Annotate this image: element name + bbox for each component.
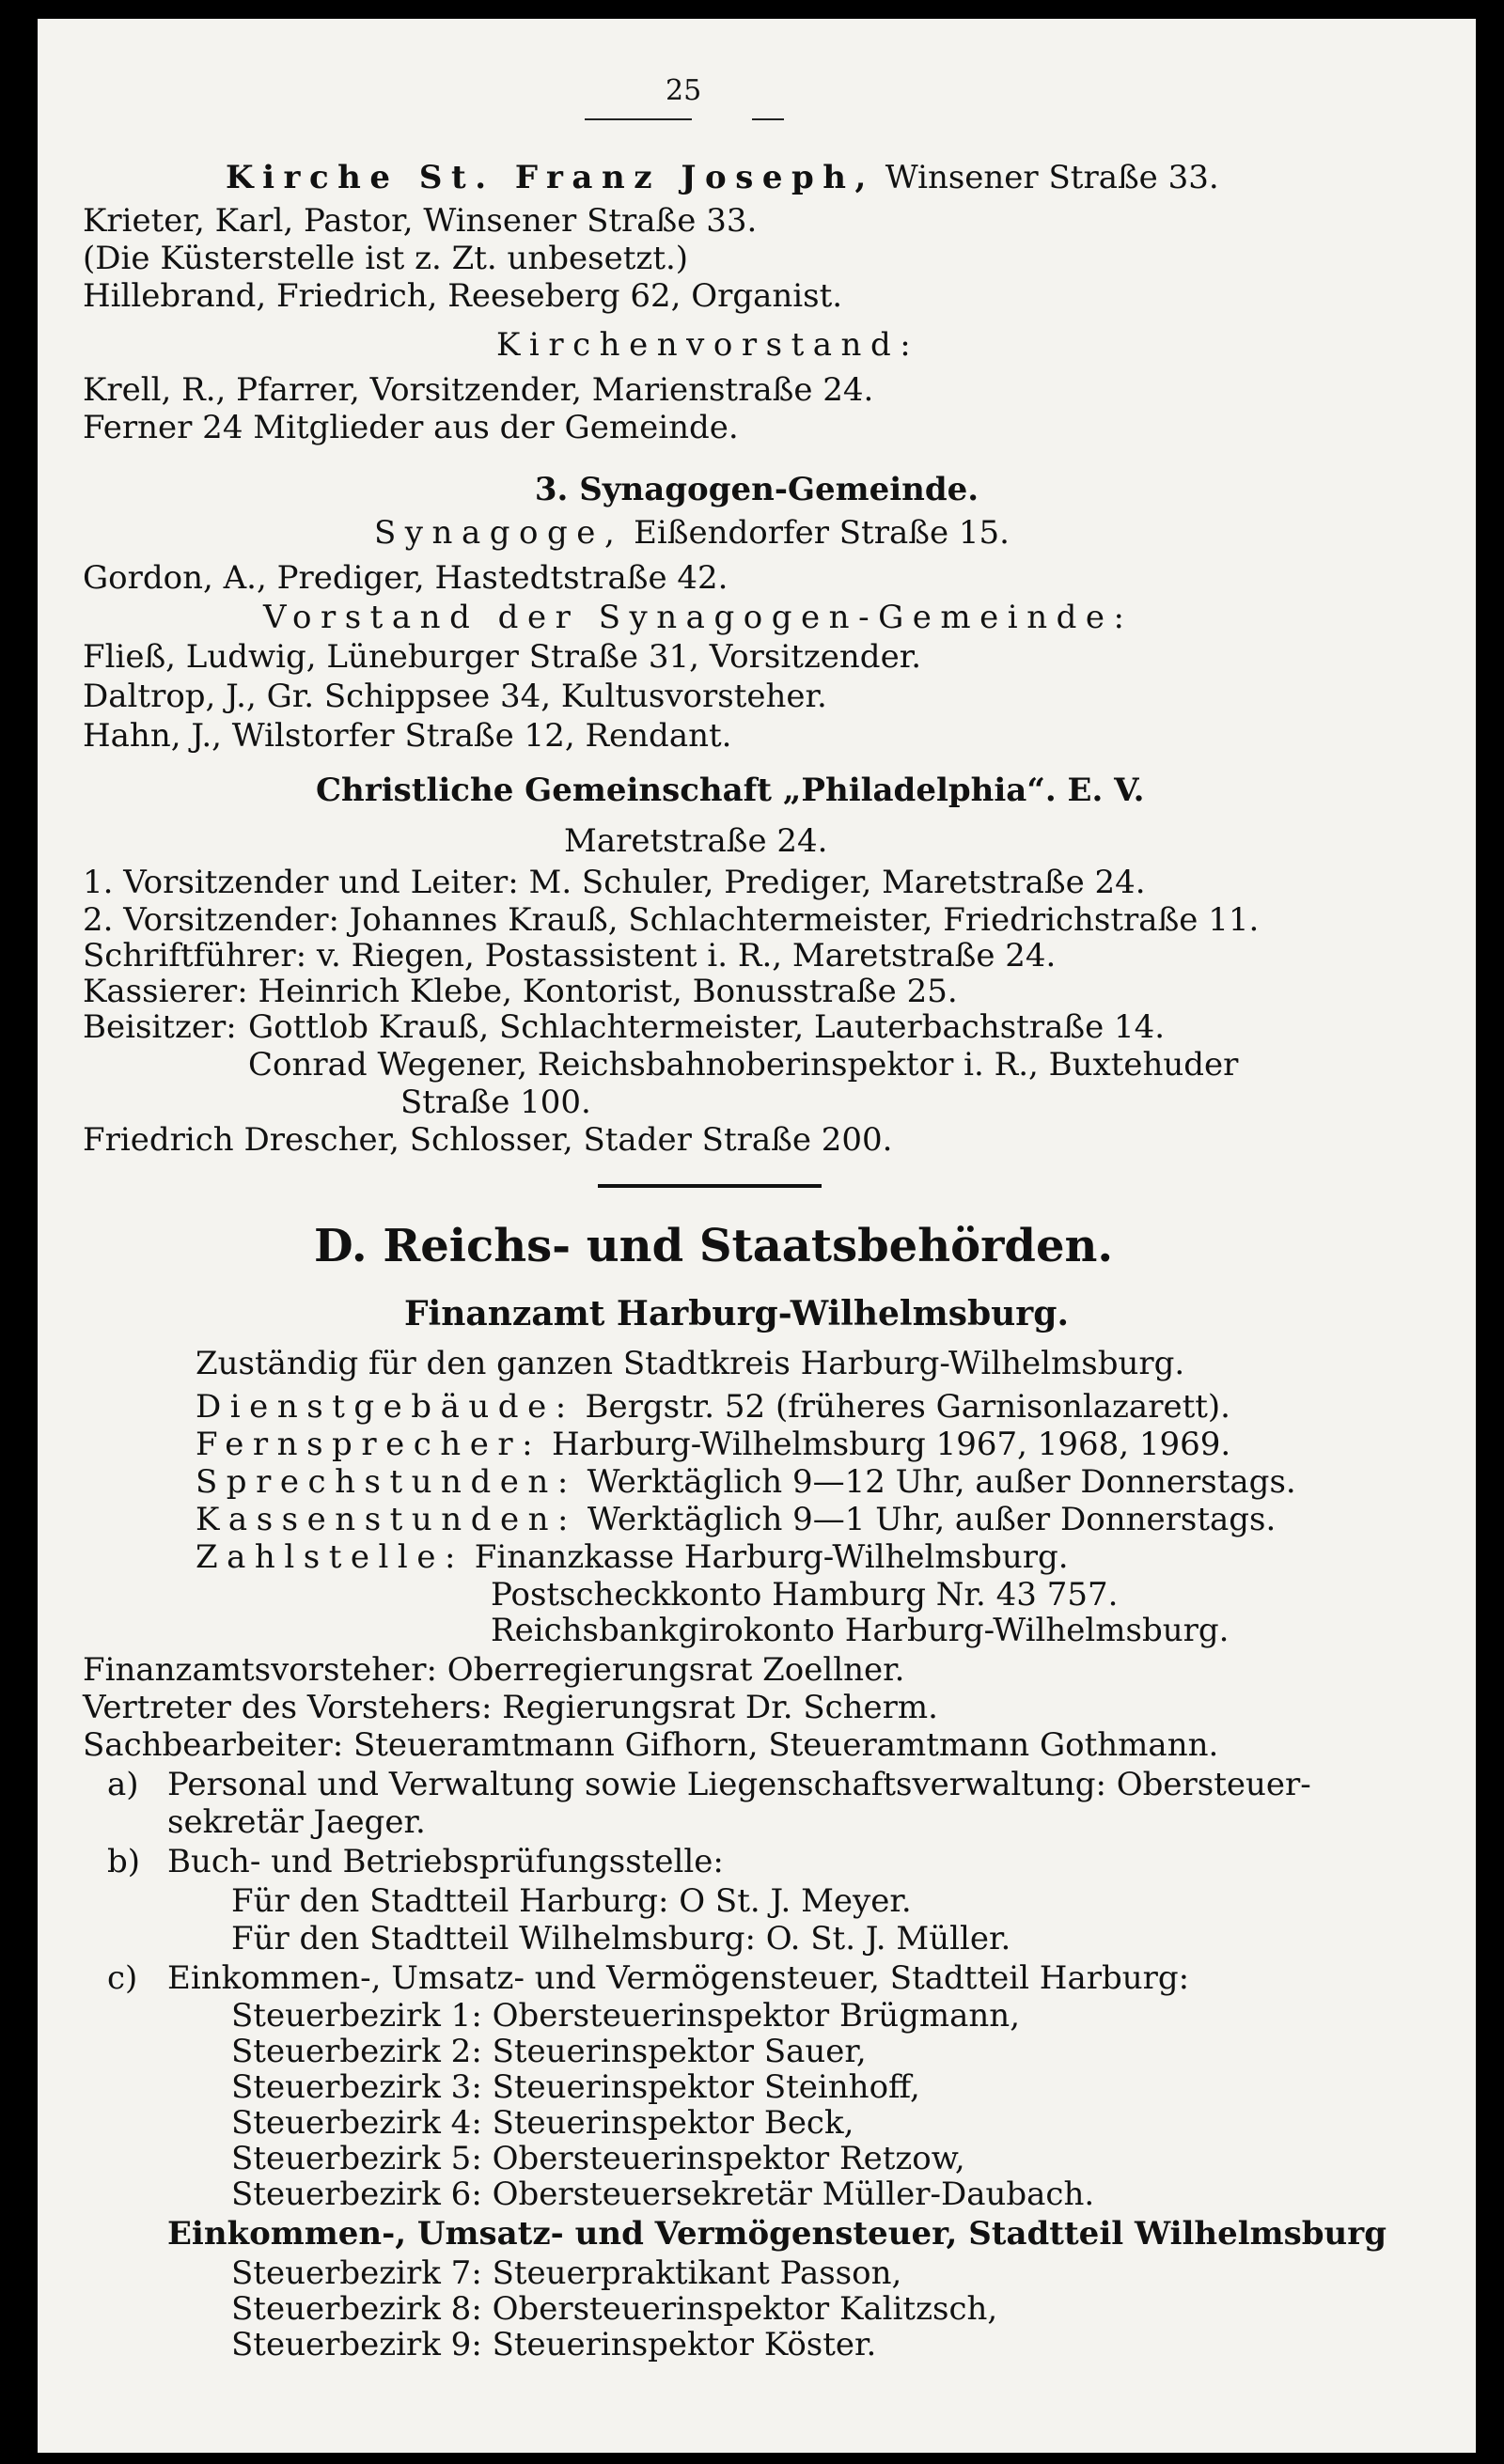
page-number-rule [585, 118, 692, 120]
document-page [38, 19, 1476, 2453]
philadelphia-line-2: 2. Vorsitzender: Johannes Krauß, Schlachtermeister, Friedrichstraße 11. [83, 901, 1260, 939]
item-a-cont: sekretär Jaeger. [167, 1803, 426, 1841]
section-d-heading: D. Reichs- und Staatsbehörden. [314, 1220, 1114, 1272]
synagogue-address: Eißendorfer Straße 15. [634, 514, 1010, 552]
synagogue-board-line-1: Fließ, Ludwig, Lüneburger Straße 31, Vorsitzender. [83, 638, 922, 676]
synagogue-address-line [374, 514, 1010, 552]
district-line-9: Steuerbezirk 9: Steuerinspektor Köster. [231, 2326, 877, 2363]
philadelphia-line-4: Kassierer: Heinrich Klebe, Kontorist, Bonusstraße 25. [83, 973, 958, 1010]
page-number-rule-short [752, 118, 784, 120]
staff-line-3: Sachbearbeiter: Steueramtmann Gifhorn, Steueramtmann Gothmann. [83, 1726, 1219, 1764]
beisitzer-line-1: Gottlob Krauß, Schlachtermeister, Lauterbachstraße 14. [248, 1008, 1166, 1046]
district-line-8: Steuerbezirk 8: Obersteuerinspektor Kalitzsch, [231, 2290, 998, 2328]
info-row-4 [196, 1501, 1277, 1538]
info-value-1: Bergstr. 52 (früheres Garnisonlazarett). [585, 1388, 1230, 1426]
church-address: Winsener Straße 33. [885, 159, 1219, 196]
philadelphia-address: Maretstraße 24. [564, 822, 828, 860]
district-line-5: Steuerbezirk 5: Obersteuerinspektor Retzow, [231, 2140, 965, 2177]
page-number: 25 [666, 74, 702, 107]
item-a-text: Personal und Verwaltung sowie Liegenschaftsverwaltung: Obersteuer- [167, 1766, 1311, 1803]
district-line-2: Steuerbezirk 2: Steuerinspektor Sauer, [231, 2033, 867, 2070]
beisitzer-line-3: Straße 100. [400, 1084, 591, 1121]
item-c-marker: c) [107, 1959, 138, 1997]
item-b-text: Buch- und Betriebsprüfungsstelle: [167, 1843, 724, 1880]
zustaendig-line: Zuständig für den ganzen Stadtkreis Harburg-Wilhelmsburg. [196, 1345, 1185, 1382]
item-b-line-1: Für den Stadtteil Harburg: O St. J. Meyer. [231, 1882, 912, 1920]
philadelphia-line-3: Schriftführer: v. Riegen, Postassistent i. R., Maretstraße 24. [83, 937, 1057, 975]
info-label-5: Zahlstelle: [196, 1538, 464, 1576]
synagogue-board-heading: Vorstand der Synagogen-Gemeinde: [263, 599, 1134, 636]
district-line-6: Steuerbezirk 6: Obersteuersekretär Müller-Daubach. [231, 2175, 1095, 2213]
district-line-1: Steuerbezirk 1: Obersteuerinspektor Brügmann, [231, 1997, 1021, 2035]
info-row-1 [196, 1388, 1230, 1426]
postscheck-line: Postscheckkonto Hamburg Nr. 43 757. [491, 1576, 1119, 1614]
reichsbank-line: Reichsbankgirokonto Harburg-Wilhelmsburg. [491, 1612, 1230, 1649]
synagogue-board-line-2: Daltrop, J., Gr. Schippsee 34, Kultusvorsteher. [83, 678, 827, 715]
info-value-2: Harburg-Wilhelmsburg 1967, 1968, 1969. [551, 1426, 1231, 1463]
wilhelmsburg-heading: Einkommen-, Umsatz- und Vermögensteuer, Stadtteil Wilhelmsburg [167, 2215, 1386, 2253]
staff-line-2: Vertreter des Vorstehers: Regierungsrat Dr. Scherm. [83, 1689, 938, 1726]
info-value-4: Werktäglich 9—1 Uhr, außer Donnerstags. [587, 1501, 1277, 1538]
church-board-line-2: Ferner 24 Mitglieder aus der Gemeinde. [83, 409, 739, 446]
finanzamt-heading: Finanzamt Harburg-Wilhelmsburg. [404, 1294, 1069, 1333]
church-heading-line [226, 159, 1219, 196]
section-divider [598, 1184, 822, 1188]
synagogue-board-line-3: Hahn, J., Wilstorfer Straße 12, Rendant. [83, 717, 732, 755]
info-value-5: Finanzkasse Harburg-Wilhelmsburg. [474, 1538, 1069, 1576]
info-row-5 [196, 1538, 1069, 1576]
info-row-3 [196, 1463, 1296, 1501]
info-row-2 [196, 1426, 1231, 1463]
church-board-line-1: Krell, R., Pfarrer, Vorsitzender, Marienstraße 24. [83, 371, 874, 409]
philadelphia-line-1: 1. Vorsitzender und Leiter: M. Schuler, Prediger, Maretstraße 24. [83, 864, 1146, 901]
church-heading: Kirche St. Franz Joseph, [226, 159, 875, 196]
synagogue-heading: 3. Synagogen-Gemeinde. [534, 471, 979, 508]
synagogue-line-1: Gordon, A., Prediger, Hastedtstraße 42. [83, 559, 728, 597]
item-a-marker: a) [107, 1766, 139, 1803]
church-line-3: Hillebrand, Friedrich, Reeseberg 62, Organist. [83, 277, 843, 315]
info-label-2: Fernsprecher: [196, 1426, 542, 1463]
beisitzer-label: Beisitzer: [83, 1008, 237, 1046]
staff-line-1: Finanzamtsvorsteher: Oberregierungsrat Zoellner. [83, 1651, 905, 1689]
info-value-3: Werktäglich 9—12 Uhr, außer Donnerstags. [587, 1463, 1296, 1501]
info-label-4: Kassenstunden: [196, 1501, 578, 1538]
district-line-4: Steuerbezirk 4: Steuerinspektor Beck, [231, 2104, 854, 2142]
info-label-3: Sprechstunden: [196, 1463, 577, 1501]
philadelphia-last-line: Friedrich Drescher, Schlosser, Stader Straße 200. [83, 1121, 893, 1159]
item-c-text: Einkommen-, Umsatz- und Vermögensteuer, Stadtteil Harburg: [167, 1959, 1190, 1997]
philadelphia-heading: Christliche Gemeinschaft „Philadelphia“. E. V. [316, 772, 1145, 809]
beisitzer-line-2: Conrad Wegener, Reichsbahnoberinspektor i. R., Buxtehuder [248, 1046, 1239, 1084]
info-label-1: Dienstgebäude: [196, 1388, 575, 1426]
synagogue-label: Synagoge, [374, 514, 624, 552]
church-line-1: Krieter, Karl, Pastor, Winsener Straße 33. [83, 202, 758, 240]
church-board-heading: Kirchenvorstand: [496, 326, 920, 364]
item-b-marker: b) [107, 1843, 141, 1880]
district-line-3: Steuerbezirk 3: Steuerinspektor Steinhoff, [231, 2068, 920, 2106]
church-line-2: (Die Küsterstelle ist z. Zt. unbesetzt.) [83, 240, 689, 277]
district-line-7: Steuerbezirk 7: Steuerpraktikant Passon, [231, 2254, 902, 2292]
item-b-line-2: Für den Stadtteil Wilhelmsburg: O. St. J. Müller. [231, 1920, 1011, 1957]
